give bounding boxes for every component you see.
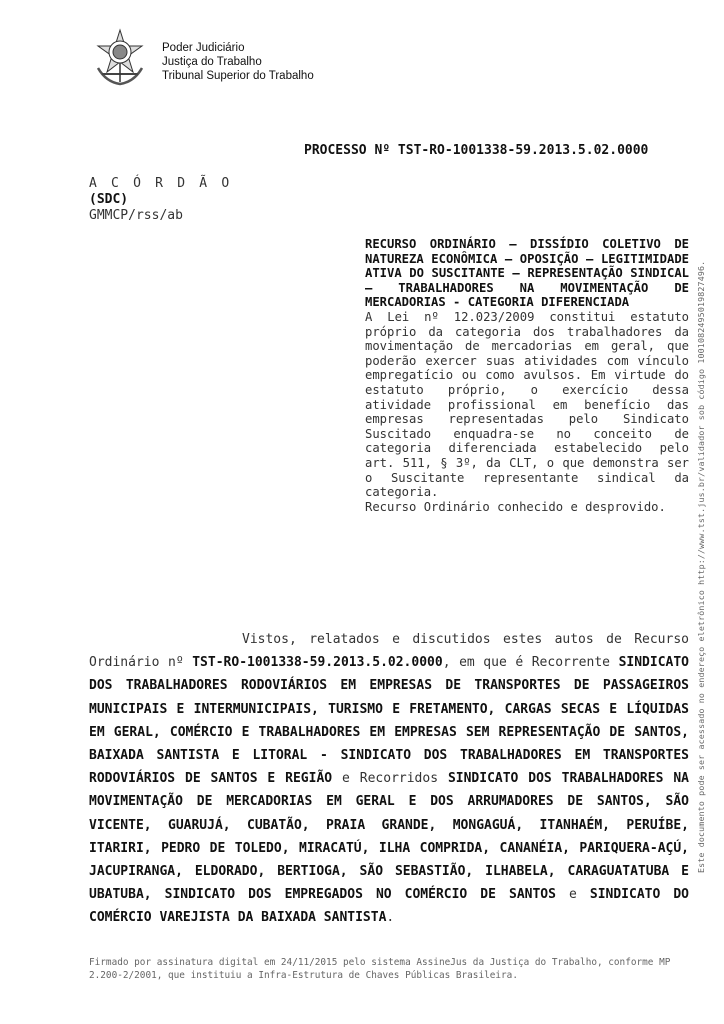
ementa-heading: RECURSO ORDINÁRIO – DISSÍDIO COLETIVO DE NATUREZA ECONÔMICA – OPOSIÇÃO – LEGITIMIDADE ATIVA DO SUSCITANTE – REPRESENTAÇÃO SINDICAL – TRABALHADORES NA MOVIMENTAÇÃO DE MERCADORIAS - CATEGORIA DIFERENCIADA bbox=[365, 237, 689, 310]
org-line-1: Poder Judiciário bbox=[162, 42, 245, 54]
reference-code: GMMCP/rss/ab bbox=[89, 208, 183, 223]
recorrido-2-name: SINDICATO DO COMÉRCIO VAREJISTA DA BAIXADA SANTISTA bbox=[89, 887, 690, 926]
main-paragraph bbox=[89, 628, 689, 930]
main-text-1: Vistos, relatados e discutidos estes autos de Recurso Ordinário nº bbox=[89, 632, 689, 671]
acordao-block bbox=[89, 176, 232, 224]
ementa-conclusion: Recurso Ordinário conhecido e desprovido. bbox=[365, 499, 666, 514]
main-process-number: TST-RO-1001338-59.2013.5.02.0000 bbox=[192, 655, 443, 671]
main-text-5: . bbox=[386, 910, 395, 926]
section-code: (SDC) bbox=[89, 192, 129, 207]
signature-footer: Firmado por assinatura digital em 24/11/2015 pelo sistema AssineJus da Justiça do Trabalho, conforme MP 2.200-2/2001, que instituiu a Infra-Estrutura de Chaves Públicas Brasileira. bbox=[89, 957, 671, 981]
ementa-body: A Lei nº 12.023/2009 constitui estatuto próprio da categoria dos trabalhadores da movimentação de mercadorias em geral, que poderão exercer suas atividades com vínculo empregatício ou como avulsos. Em virtude do estatuto próprio, o exercício dessa atividade profissional em benefício das empresas representadas pelo Sindicato Suscitado enquadra-se no conceito de categoria diferenciada estabelecido pelo art. 511, § 3º, da CLT, o que demonstra ser o Suscitante representante sindical da categoria. bbox=[365, 309, 689, 500]
main-text-4: e bbox=[555, 887, 590, 903]
recorrido-1-name: SINDICATO DOS TRABALHADORES NA MOVIMENTAÇÃO DE MERCADORIAS EM GERAL E DOS ARRUMADORES DE SANTOS, SÃO VICENTE, GUARUJÁ, CUBATÃO, PRAIA GRANDE, MONGAGUÁ, ITANHAÉM, PERUÍBE, ITARIRI, PEDRO DE TOLEDO, MIRACATÚ, ILHA COMPRIDA, CANANÉIA, PARIQUERA-AÇÚ, JACUPIRANGA, ELDORADO, BERTIOGA, SÃO SEBASTIÃO, ILHABELA, CARAGUATATUBA E UBATUBA, SINDICATO DOS EMPREGADOS NO COMÉRCIO DE SANTOS bbox=[89, 771, 689, 903]
org-line-2: Justiça do Trabalho bbox=[162, 56, 262, 68]
validation-side-note: Este documento pode ser acessado no endereço eletrônico http://www.tst.jus.br/validador sob código 1001082495019827496. bbox=[696, 260, 706, 873]
main-text-2: , em que é Recorrente bbox=[442, 655, 619, 671]
process-number: PROCESSO Nº TST-RO-1001338-59.2013.5.02.0000 bbox=[304, 143, 649, 158]
ementa bbox=[365, 237, 689, 514]
main-text-3: e Recorridos bbox=[332, 771, 448, 787]
acordao-title: A C Ó R D Ã O bbox=[89, 176, 233, 191]
brazil-coat-of-arms-icon bbox=[92, 28, 148, 86]
recorrente-name: SINDICATO DOS TRABALHADORES RODOVIÁRIOS EM EMPRESAS DE TRANSPORTES DE PASSAGEIROS MUNICIPAIS E INTERMUNICIPAIS, TURISMO E FRETAMENTO, CARGAS SECAS E LÍQUIDAS EM GERAL, COMÉRCIO E TRABALHADORES EM EMPRESAS SEM REPRESENTAÇÃO DE SANTOS, BAIXADA SANTISTA E LITORAL - SINDICATO DOS TRABALHADORES EM TRANSPORTES RODOVIÁRIOS DE SANTOS E REGIÃO bbox=[89, 655, 690, 787]
org-line-3: Tribunal Superior do Trabalho bbox=[162, 70, 314, 82]
issuing-court bbox=[162, 41, 314, 83]
